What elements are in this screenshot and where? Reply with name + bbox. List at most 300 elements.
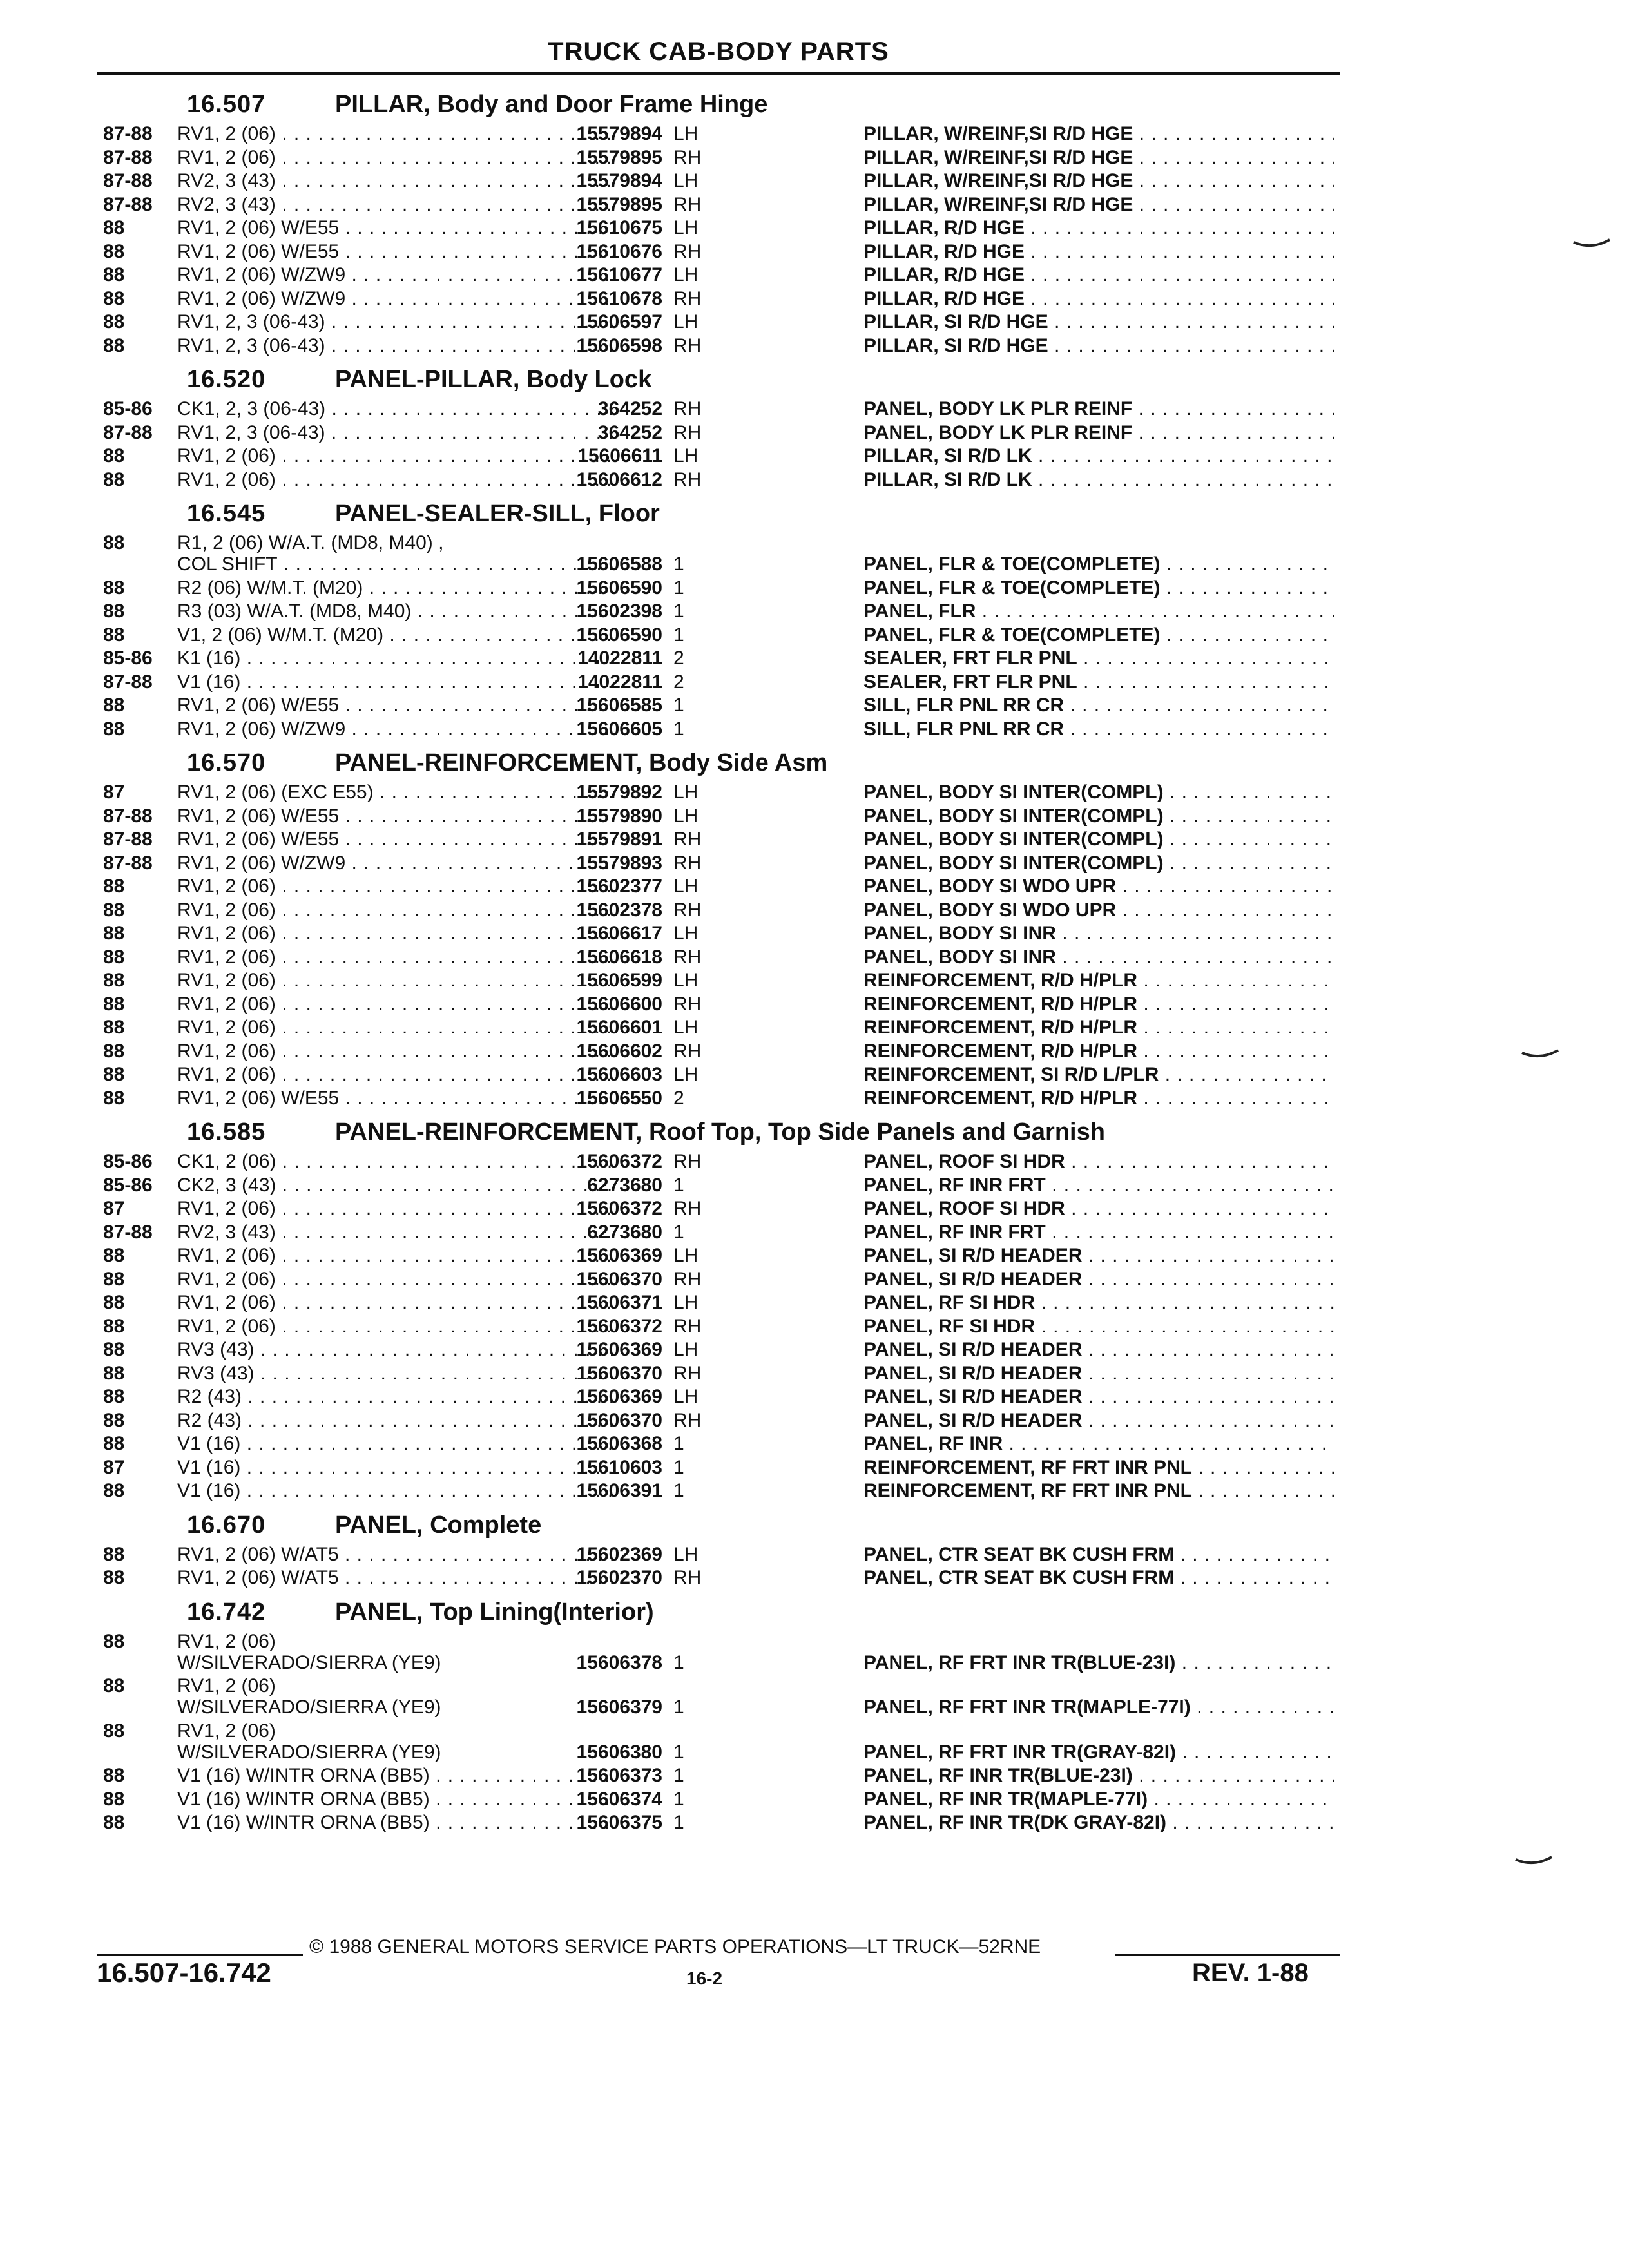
section-number: 16.545 [187, 500, 266, 527]
part-row [97, 1630, 1340, 1651]
quantity: 1 [673, 1812, 684, 1833]
model-year: 88 [103, 695, 125, 716]
part-number: 15610675 [576, 217, 662, 238]
part-number: 15579890 [576, 805, 662, 827]
application: RV1, 2 (06) W/E55 . . . [177, 1087, 615, 1110]
part-number: 15606585 [576, 695, 662, 716]
part-number: 15606611 [577, 445, 662, 466]
part-number: 15606372 [576, 1198, 662, 1219]
part-row [97, 647, 1340, 671]
part-number: 15606368 [576, 1433, 662, 1454]
quantity: RH [673, 1040, 702, 1062]
model-year: 88 [103, 1630, 125, 1652]
quantity: 1 [673, 577, 684, 599]
quantity: RH [673, 993, 702, 1015]
application: RV1, 2, 3 (06-43) . . . [177, 334, 615, 358]
quantity: RH [673, 421, 702, 443]
quantity: LH [673, 970, 699, 991]
application: RV1, 2 (06) . . . [177, 969, 615, 992]
application: R2 (43) . . . [177, 1385, 615, 1408]
application: RV2, 3 (43) . . . [177, 169, 615, 193]
part-row [97, 398, 1340, 421]
model-year: 88 [103, 993, 125, 1015]
part-description: PANEL, RF FRT INR TR(BLUE-23I) . . . [863, 1651, 1334, 1675]
part-description: PANEL, BODY SI INR . . . [863, 946, 1334, 969]
quantity: LH [673, 1245, 699, 1266]
model-year: 87-88 [103, 852, 153, 874]
quantity: 1 [673, 1221, 684, 1243]
part-number: 15606391 [576, 1480, 662, 1501]
application: CK1, 2, 3 (06-43) . . . [177, 398, 615, 421]
model-year: 88 [103, 1064, 125, 1085]
part-description: PILLAR, R/D HGE . . . [863, 216, 1334, 240]
quantity: LH [673, 876, 699, 897]
part-number: 15602378 [576, 899, 662, 921]
part-description: PANEL, ROOF SI HDR . . . [863, 1150, 1334, 1173]
part-row [97, 993, 1340, 1017]
part-row [97, 1150, 1340, 1174]
quantity: LH [673, 805, 699, 827]
application: RV1, 2 (06) W/ZW9 . . . [177, 287, 615, 311]
part-row [97, 828, 1340, 852]
application: V1 (16) . . . [177, 671, 615, 694]
model-year: 88 [103, 946, 125, 968]
quantity: LH [673, 170, 699, 191]
model-year: 88 [103, 718, 125, 740]
application: RV1, 2 (06) W/E55 . . . [177, 240, 615, 264]
part-description: PANEL, RF FRT INR TR(GRAY-82I) . . . [863, 1741, 1334, 1764]
part-number: 15610678 [576, 287, 662, 309]
application: R1, 2 (06) W/A.T. (MD8, M40) , [177, 532, 444, 553]
part-description: PILLAR, SI R/D HGE . . . [863, 334, 1334, 358]
part-number: 364252 [597, 421, 662, 443]
model-year: 85-86 [103, 398, 153, 419]
application: RV1, 2 (06) . . . [177, 1197, 615, 1220]
part-number: 15606599 [576, 970, 662, 991]
application: RV1, 2 (06) W/ZW9 . . . [177, 852, 615, 875]
section-heading [97, 82, 1340, 122]
part-row [97, 1362, 1340, 1386]
quantity: RH [673, 287, 702, 309]
part-number: 15606371 [576, 1292, 662, 1313]
part-number: 15606374 [576, 1788, 662, 1810]
quantity: 1 [673, 1480, 684, 1501]
part-row [97, 1651, 1340, 1675]
application: RV1, 2 (06) [177, 1675, 276, 1696]
part-row [97, 852, 1340, 876]
model-year: 88 [103, 1567, 125, 1588]
margin-tick-mark [1521, 1049, 1559, 1061]
model-year: 87-88 [103, 805, 153, 827]
application: RV1, 2 (06) . . . [177, 1016, 615, 1039]
part-row [97, 1479, 1340, 1503]
section-number: 16.585 [187, 1119, 266, 1146]
application: RV1, 2 (06) W/E55 . . . [177, 805, 615, 828]
model-year: 88 [103, 624, 125, 646]
part-description: REINFORCEMENT, R/D H/PLR . . . [863, 1087, 1334, 1110]
part-description: REINFORCEMENT, R/D H/PLR . . . [863, 993, 1334, 1016]
application: V1 (16) . . . [177, 1456, 615, 1479]
application: V1 (16) W/INTR ORNA (BB5) . . . [177, 1811, 615, 1834]
application: RV3 (43) . . . [177, 1338, 615, 1361]
part-row [97, 1244, 1340, 1268]
application: RV2, 3 (43) . . . [177, 193, 615, 216]
model-year: 85-86 [103, 1151, 153, 1172]
part-row [97, 1016, 1340, 1040]
part-description: PANEL, SI R/D HEADER . . . [863, 1409, 1334, 1432]
part-number: 15606600 [576, 993, 662, 1015]
part-description: PILLAR, SI R/D HGE . . . [863, 311, 1334, 334]
model-year: 88 [103, 240, 125, 262]
application: RV1, 2, 3 (06-43) . . . [177, 311, 615, 334]
application: RV1, 2 (06) . . . [177, 1268, 615, 1291]
quantity: 1 [673, 1696, 684, 1718]
quantity: 1 [673, 1174, 684, 1196]
part-row [97, 216, 1340, 240]
part-number: 15606373 [576, 1765, 662, 1786]
part-row [97, 875, 1340, 899]
model-year: 88 [103, 1409, 125, 1431]
part-description: PANEL, RF INR TR(MAPLE-77I) . . . [863, 1788, 1334, 1811]
part-description: PANEL, BODY LK PLR REINF . . . [863, 398, 1334, 421]
part-description: PANEL, RF INR FRT . . . [863, 1174, 1334, 1197]
application: RV1, 2 (06) . . . [177, 1291, 615, 1314]
part-row [97, 1543, 1340, 1567]
part-number: 15606378 [576, 1651, 662, 1673]
application: RV1, 2 (06) . . . [177, 146, 615, 169]
part-description: REINFORCEMENT, R/D H/PLR . . . [863, 1040, 1334, 1063]
part-row [97, 1338, 1340, 1362]
part-row [97, 899, 1340, 923]
part-row [97, 805, 1340, 829]
part-description: SILL, FLR PNL RR CR . . . [863, 694, 1334, 717]
section-title: PANEL-PILLAR, Body Lock [335, 366, 652, 393]
part-number: 15606372 [576, 1151, 662, 1172]
quantity: 1 [673, 1765, 684, 1786]
quantity: RH [673, 146, 702, 168]
model-year: 87-88 [103, 829, 153, 850]
part-row [97, 922, 1340, 946]
part-number: 15579894 [576, 123, 662, 144]
part-number: 15579891 [576, 829, 662, 850]
part-row [97, 532, 1340, 553]
quantity: RH [673, 468, 702, 490]
application: W/SILVERADO/SIERRA (YE9) [177, 1696, 441, 1718]
model-year: 88 [103, 311, 125, 332]
model-year: 88 [103, 1386, 125, 1407]
part-row [97, 122, 1340, 146]
section-title: PANEL, Top Lining(Interior) [335, 1598, 654, 1626]
part-number: 15602370 [576, 1567, 662, 1588]
part-description: PANEL, RF INR . . . [863, 1432, 1334, 1456]
part-description: PANEL, SI R/D HEADER . . . [863, 1362, 1334, 1385]
section-heading [97, 741, 1340, 781]
quantity: RH [673, 1362, 702, 1384]
part-number: 15606372 [576, 1315, 662, 1337]
part-description: REINFORCEMENT, SI R/D L/PLR . . . [863, 1063, 1334, 1086]
quantity: RH [673, 1567, 702, 1588]
application: RV1, 2 (06) [177, 1630, 276, 1652]
margin-tick-mark [1514, 1856, 1553, 1867]
part-description: PILLAR, W/REINF,SI R/D HGE . . . [863, 169, 1334, 193]
part-description: PANEL, FLR & TOE(COMPLETE) . . . [863, 553, 1334, 576]
application: RV1, 2 (06) . . . [177, 946, 615, 969]
part-description: PANEL, FLR & TOE(COMPLETE) . . . [863, 624, 1334, 647]
quantity: 1 [673, 601, 684, 622]
part-description: REINFORCEMENT, RF FRT INR PNL . . . [863, 1479, 1334, 1503]
application: RV1, 2 (06) [177, 1720, 276, 1742]
part-row [97, 1087, 1340, 1111]
part-description: PANEL, RF INR FRT . . . [863, 1221, 1334, 1244]
part-description: REINFORCEMENT, R/D H/PLR . . . [863, 969, 1334, 992]
part-description: SILL, FLR PNL RR CR . . . [863, 718, 1334, 741]
model-year: 88 [103, 1720, 125, 1742]
part-row [97, 1409, 1340, 1433]
model-year: 88 [103, 899, 125, 921]
quantity: RH [673, 193, 702, 215]
part-description: PILLAR, W/REINF,SI R/D HGE . . . [863, 193, 1334, 216]
model-year: 87 [103, 1198, 125, 1219]
part-description: PANEL, SI R/D HEADER . . . [863, 1385, 1334, 1408]
section-number: 16.670 [187, 1511, 266, 1539]
model-year: 88 [103, 876, 125, 897]
page-title: TRUCK CAB-BODY PARTS [548, 37, 889, 66]
part-row [97, 1174, 1340, 1198]
application: RV1, 2 (06) . . . [177, 875, 615, 898]
model-year: 88 [103, 1315, 125, 1337]
part-number: 15606379 [576, 1696, 662, 1718]
quantity: RH [673, 899, 702, 921]
part-number: 14022811 [577, 671, 662, 693]
quantity: RH [673, 1151, 702, 1172]
model-year: 88 [103, 217, 125, 238]
quantity: 2 [673, 648, 684, 669]
part-number: 6273680 [587, 1221, 662, 1243]
part-description: PANEL, BODY LK PLR REINF . . . [863, 421, 1334, 445]
application: W/SILVERADO/SIERRA (YE9) [177, 1741, 441, 1763]
section-heading [97, 492, 1340, 532]
part-number: 364252 [597, 398, 662, 419]
part-description: PANEL, BODY SI WDO UPR . . . [863, 899, 1334, 922]
model-year: 88 [103, 1292, 125, 1313]
footer-copyright: © 1988 GENERAL MOTORS SERVICE PARTS OPERATIONS—LT TRUCK—52RNE [309, 1936, 1041, 1957]
part-description: REINFORCEMENT, RF FRT INR PNL . . . [863, 1456, 1334, 1479]
quantity: RH [673, 334, 702, 356]
application: CK2, 3 (43) . . . [177, 1174, 615, 1197]
part-row [97, 1268, 1340, 1292]
part-number: 15606617 [576, 923, 662, 944]
section-title: PANEL-REINFORCEMENT, Roof Top, Top Side Panels and Garnish [335, 1119, 1105, 1146]
part-row [97, 169, 1340, 193]
part-number: 15606369 [576, 1339, 662, 1360]
part-description: PANEL, BODY SI INTER(COMPL) . . . [863, 852, 1334, 875]
application: RV1, 2 (06) . . . [177, 445, 615, 468]
section-heading [97, 358, 1340, 398]
quantity: LH [673, 1543, 699, 1565]
quantity: 1 [673, 1788, 684, 1810]
application: RV1, 2 (06) W/E55 . . . [177, 216, 615, 240]
application: V1 (16) . . . [177, 1479, 615, 1503]
footer-revision: REV. 1-88 [1192, 1959, 1309, 1987]
part-number: 14022811 [577, 648, 662, 669]
part-row [97, 445, 1340, 468]
part-description: REINFORCEMENT, R/D H/PLR . . . [863, 1016, 1334, 1039]
section-number: 16.742 [187, 1598, 266, 1626]
footer-rule-right [1115, 1954, 1340, 1956]
model-year: 88 [103, 1339, 125, 1360]
part-number: 15606597 [576, 311, 662, 332]
part-row [97, 671, 1340, 695]
model-year: 85-86 [103, 648, 153, 669]
part-number: 15606618 [576, 946, 662, 968]
part-description: PANEL, SI R/D HEADER . . . [863, 1244, 1334, 1267]
part-description: PANEL, FLR . . . [863, 600, 1334, 623]
application: R2 (06) W/M.T. (M20) . . . [177, 577, 615, 600]
margin-tick-mark [1572, 238, 1611, 250]
application: RV1, 2 (06) . . . [177, 468, 615, 492]
application: RV1, 2 (06) . . . [177, 993, 615, 1016]
quantity: LH [673, 782, 699, 803]
part-number: 15606603 [576, 1064, 662, 1085]
part-row [97, 287, 1340, 311]
part-description: PANEL, BODY SI INTER(COMPL) . . . [863, 828, 1334, 851]
part-row [97, 1385, 1340, 1409]
part-number: 15579892 [576, 782, 662, 803]
section-number: 16.570 [187, 749, 266, 776]
model-year: 88 [103, 1480, 125, 1501]
part-row [97, 1720, 1340, 1741]
application: R3 (03) W/A.T. (MD8, M40) . . . [177, 600, 615, 623]
part-row [97, 1788, 1340, 1812]
part-row [97, 718, 1340, 742]
title-rule [97, 72, 1340, 75]
part-row [97, 1696, 1340, 1720]
part-row [97, 1675, 1340, 1696]
model-year: 88 [103, 1543, 125, 1565]
quantity: 1 [673, 1651, 684, 1673]
part-number: 15602398 [576, 601, 662, 622]
part-description: PILLAR, R/D HGE . . . [863, 287, 1334, 311]
quantity: 2 [673, 671, 684, 693]
part-description: PANEL, RF FRT INR TR(MAPLE-77I) . . . [863, 1696, 1334, 1719]
model-year: 88 [103, 970, 125, 991]
quantity: LH [673, 1339, 699, 1360]
part-number: 15579895 [576, 193, 662, 215]
part-description: PANEL, BODY SI INTER(COMPL) . . . [863, 781, 1334, 804]
model-year: 88 [103, 577, 125, 599]
part-description: PANEL, RF INR TR(BLUE-23I) . . . [863, 1764, 1334, 1787]
part-description: PANEL, SI R/D HEADER . . . [863, 1338, 1334, 1361]
application: RV1, 2 (06) . . . [177, 1315, 615, 1338]
part-number: 15606550 [576, 1087, 662, 1109]
quantity: 1 [673, 1456, 684, 1478]
model-year: 87-88 [103, 146, 153, 168]
part-number: 15606370 [576, 1362, 662, 1384]
model-year: 87-88 [103, 421, 153, 443]
part-row [97, 1291, 1340, 1315]
section-title: PANEL, Complete [335, 1511, 542, 1539]
part-row [97, 311, 1340, 334]
part-row [97, 1432, 1340, 1456]
quantity: LH [673, 1064, 699, 1085]
model-year: 88 [103, 923, 125, 944]
model-year: 88 [103, 1040, 125, 1062]
model-year: 88 [103, 1765, 125, 1786]
model-year: 88 [103, 601, 125, 622]
model-year: 88 [103, 334, 125, 356]
application: V1 (16) W/INTR ORNA (BB5) . . . [177, 1788, 615, 1811]
part-row [97, 1040, 1340, 1064]
part-row [97, 600, 1340, 624]
model-year: 87-88 [103, 671, 153, 693]
model-year: 88 [103, 1245, 125, 1266]
model-year: 87-88 [103, 123, 153, 144]
quantity: 1 [673, 1433, 684, 1454]
part-number: 15579895 [576, 146, 662, 168]
application: RV1, 2, 3 (06-43) . . . [177, 421, 615, 445]
section-heading [97, 1110, 1340, 1150]
part-number: 15610676 [576, 240, 662, 262]
part-description: PANEL, FLR & TOE(COMPLETE) . . . [863, 577, 1334, 600]
model-year: 88 [103, 468, 125, 490]
section-heading [97, 1590, 1340, 1630]
application: K1 (16) . . . [177, 647, 615, 670]
part-number: 15579894 [576, 170, 662, 191]
application: RV1, 2 (06) W/AT5 . . . [177, 1543, 615, 1566]
part-number: 15606598 [576, 334, 662, 356]
part-number: 15606369 [576, 1386, 662, 1407]
part-number: 15602377 [576, 876, 662, 897]
part-row [97, 1741, 1340, 1765]
part-description: PANEL, CTR SEAT BK CUSH FRM . . . [863, 1566, 1334, 1590]
model-year: 87-88 [103, 170, 153, 191]
quantity: LH [673, 923, 699, 944]
application: CK1, 2 (06) . . . [177, 1150, 615, 1173]
part-row [97, 946, 1340, 970]
application: RV1, 2 (06) W/ZW9 . . . [177, 718, 615, 741]
model-year: 87 [103, 782, 125, 803]
part-description: PANEL, RF SI HDR . . . [863, 1291, 1334, 1314]
part-number: 15579893 [576, 852, 662, 874]
part-row [97, 334, 1340, 358]
part-row [97, 553, 1340, 577]
part-number: 15606590 [576, 624, 662, 646]
part-number: 15606602 [576, 1040, 662, 1062]
quantity: 2 [673, 1087, 684, 1109]
quantity: LH [673, 1017, 699, 1038]
quantity: RH [673, 398, 702, 419]
part-description: PILLAR, SI R/D LK . . . [863, 468, 1334, 492]
quantity: 1 [673, 553, 684, 575]
part-number: 15606588 [576, 553, 662, 575]
part-row [97, 1063, 1340, 1087]
quantity: RH [673, 1198, 702, 1219]
model-year: 88 [103, 532, 125, 553]
part-number: 15606369 [576, 1245, 662, 1266]
part-description: PANEL, BODY SI WDO UPR . . . [863, 875, 1334, 898]
part-description: PILLAR, SI R/D LK . . . [863, 445, 1334, 468]
quantity: RH [673, 1409, 702, 1431]
part-row [97, 421, 1340, 445]
application: RV1, 2 (06) . . . [177, 1063, 615, 1086]
application: RV1, 2 (06) W/E55 . . . [177, 694, 615, 717]
part-number: 15606605 [576, 718, 662, 740]
quantity: RH [673, 852, 702, 874]
model-year: 88 [103, 1812, 125, 1833]
part-description: PANEL, RF SI HDR . . . [863, 1315, 1334, 1338]
application: RV1, 2 (06) W/AT5 . . . [177, 1566, 615, 1590]
section-title: PANEL-SEALER-SILL, Floor [335, 500, 660, 527]
